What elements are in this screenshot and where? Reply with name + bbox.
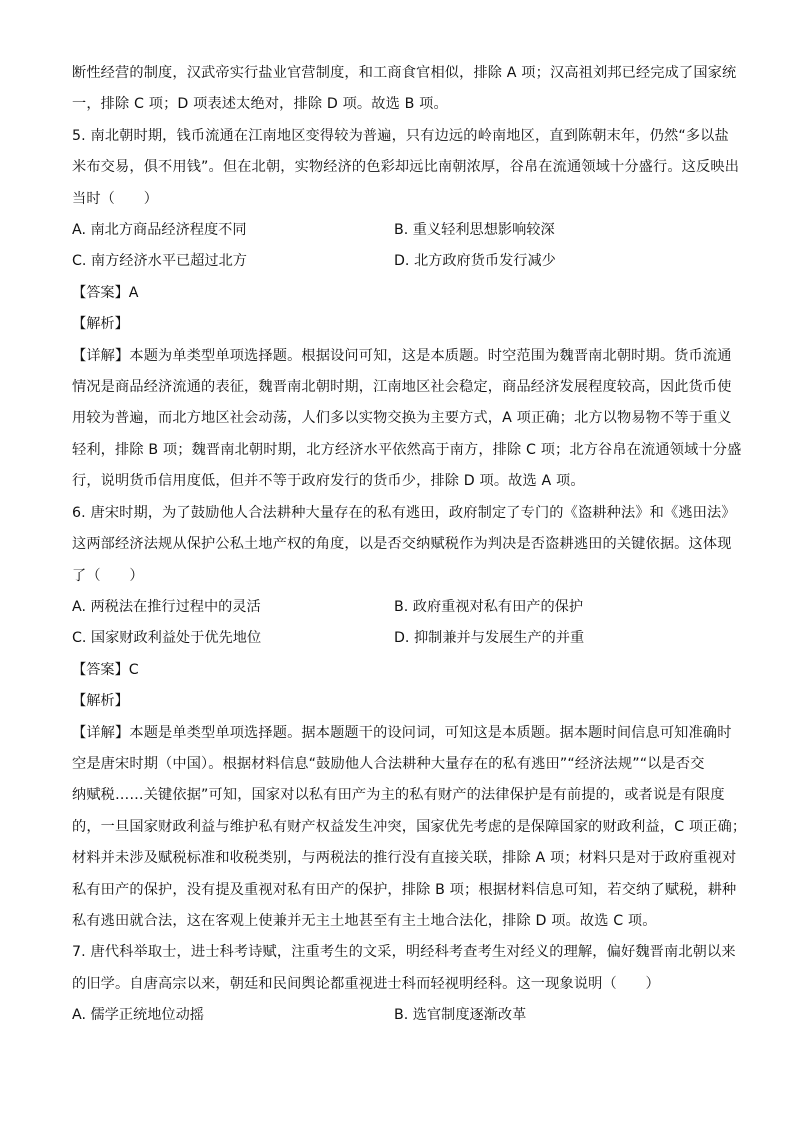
detail-line: 轻利，排除 B 项；魏晋南北朝时期，北方经济水平依然高于南方，排除 C 项；北方谷帛在流通领域十分盛	[72, 441, 742, 458]
question-stem-line: 的旧学。自唐高宗以来，朝廷和民间舆论都重视进士科而轻视明经科。这一现象说明（ ）	[72, 975, 660, 992]
option-a: A. 两税法在推行过程中的灵活	[72, 598, 261, 615]
option-b: B. 政府重视对私有田产的保护	[394, 598, 584, 615]
question-stem-line: 7. 唐代科举取士，进士科考诗赋，注重考生的文采，明经科考查考生对经义的理解，偏好魏晋南北朝以来	[72, 944, 736, 961]
options-row	[72, 592, 732, 623]
option-d: D. 北方政府货币发行减少	[394, 253, 556, 270]
document-page	[72, 58, 747, 1032]
question-5	[72, 121, 742, 498]
options-row	[72, 215, 732, 246]
text-line: 断性经营的制度，汉武帝实行盐业官营制度，和工商食官相似，排除 A 项；汉高祖刘邦已经完成了国家统	[72, 65, 737, 81]
detail-line: 私有田产的保护，没有提及重视对私有田产的保护，排除 B 项；根据材料信息可知，若交纳了赋税，耕种	[72, 881, 737, 898]
previous-question-analysis	[72, 58, 737, 121]
detail-line: 情况是商品经济流通的表征，魏晋南北朝时期，江南地区社会稳定，商品经济发展程度较高，因此货币使	[72, 379, 732, 396]
question-7	[72, 937, 736, 1031]
options-row	[72, 1000, 732, 1031]
detail-line: 【详解】本题是单类型单项选择题。据本题题干的设问词，可知这是本质题。据本题时间信息可知准确时	[72, 724, 732, 741]
analysis-label: 【解析】	[72, 316, 129, 333]
answer-label: 【答案】C	[72, 661, 139, 678]
text-line: 一，排除 C 项；D 项表述太绝对，排除 D 项。故选 B 项。	[72, 96, 448, 113]
detail-line: 的，一旦国家财政利益与维护私有财产权益发生冲突，国家优先考虑的是保障国家的财政利益，C 项正确；	[72, 818, 747, 835]
question-stem-line: 5. 南北朝时期，钱币流通在江南地区变得较为普遍，只有边远的岭南地区，直到陈朝末年，仍然“多以盐	[72, 127, 729, 144]
question-stem-line: 米布交易，俱不用钱”。但在北朝，实物经济的色彩却远比南朝浓厚，谷帛在流通领域十分盛行。这反映出	[72, 159, 740, 176]
question-6	[72, 498, 747, 938]
options-row	[72, 246, 732, 277]
option-b: B. 重义轻利思想影响较深	[394, 222, 555, 239]
option-b: B. 选官制度逐渐改革	[394, 1007, 527, 1024]
detail-line: 用较为普遍，而北方地区社会动荡，人们多以实物交换为主要方式，A 项正确；北方以物易物不等于重义	[72, 410, 732, 427]
option-c: C. 国家财政利益处于优先地位	[72, 630, 262, 647]
detail-line: 私有逃田就合法，这在客观上使兼并无主土地甚至有主土地合法化，排除 D 项。故选 C 项。	[72, 912, 657, 929]
detail-line: 【详解】本题为单类型单项选择题。根据设问可知，这是本质题。时空范围为魏晋南北朝时期。货币流通	[72, 347, 732, 364]
question-stem-line: 这两部经济法规从保护公私土地产权的角度，以是否交纳赋税作为判决是否盗耕逃田的关键依据。这体现	[72, 536, 732, 553]
answer-label: 【答案】A	[72, 284, 139, 301]
options-row	[72, 623, 732, 654]
detail-line: 行，说明货币信用度低，但并不等于政府发行的货币少，排除 D 项。故选 A 项。	[72, 473, 585, 490]
option-d: D. 抑制兼并与发展生产的并重	[394, 630, 585, 647]
question-stem-line: 6. 唐宋时期，为了鼓励他人合法耕种大量存在的私有逃田，政府制定了专门的《盗耕种法》和《逃田法》	[72, 504, 736, 521]
detail-line: 空是唐宋时期（中国）。根据材料信息“鼓励他人合法耕种大量存在的私有逃田”“经济法规”“以是否交	[72, 755, 705, 772]
analysis-label: 【解析】	[72, 693, 129, 710]
detail-line: 纳赋税……关键依据”可知，国家对以私有田产为主的私有财产的法律保护是有前提的，或者说是有限度	[72, 787, 725, 804]
option-c: C. 南方经济水平已超过北方	[72, 253, 247, 270]
detail-line: 材料并未涉及赋税标准和收税类别，与两税法的推行没有直接关联，排除 A 项；材料只是对于政府重视对	[72, 850, 737, 867]
option-a: A. 儒学正统地位动摇	[72, 1007, 204, 1024]
option-a: A. 南北方商品经济程度不同	[72, 222, 247, 239]
question-stem-line: 当时（ ）	[72, 190, 159, 207]
question-stem-line: 了（ ）	[72, 567, 144, 584]
